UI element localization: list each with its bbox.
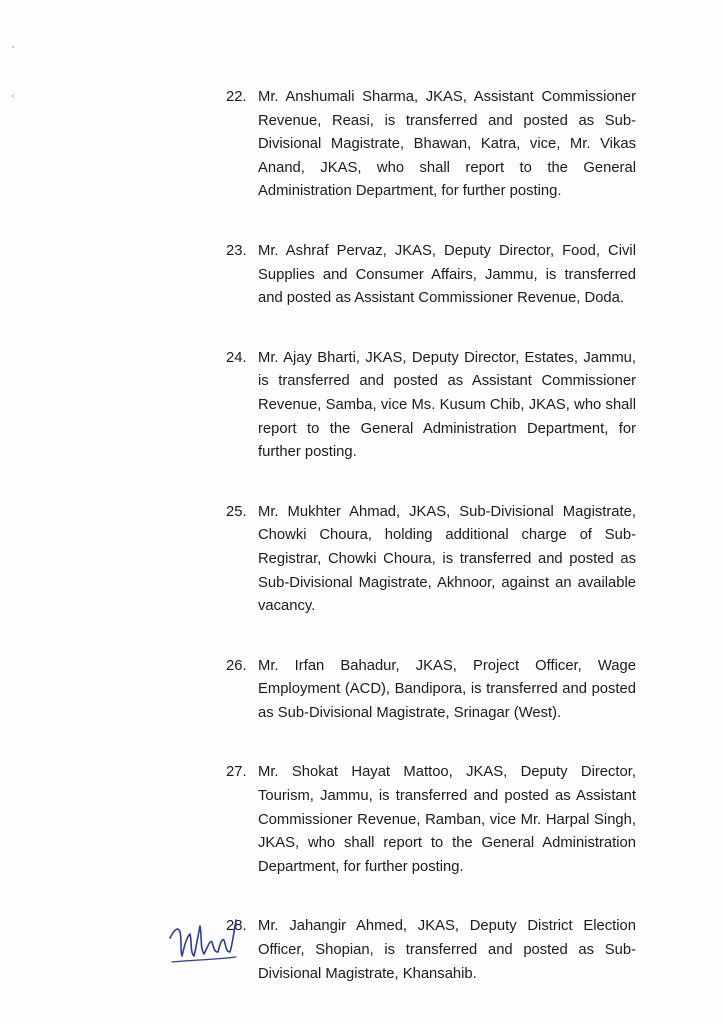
signature-stroke	[170, 920, 236, 956]
item-text: Mr. Irfan Bahadur, JKAS, Project Officer, Wage Employment (ACD), Bandipora, is transferred and posted as Sub-Divisional Magistrate, Srinagar (West).	[258, 657, 636, 721]
handwritten-signature	[166, 912, 242, 968]
item-number: 28.	[226, 918, 247, 935]
scan-artifact-mark	[12, 46, 14, 48]
item-number: 27.	[226, 764, 247, 781]
item-number: 26.	[226, 657, 247, 674]
item-number: 25.	[226, 503, 247, 520]
order-item	[226, 655, 636, 726]
item-text: Mr. Jahangir Ahmed, JKAS, Deputy District Election Officer, Shopian, is transferred and posted as Sub-Divisional Magistrate, Khansahib.	[258, 918, 636, 982]
item-text: Mr. Ajay Bharti, JKAS, Deputy Director, Estates, Jammu, is transferred and posted as Assistant Commissioner Revenue, Samba, vice Ms. Kusum Chib, JKAS, who shall report to the General Administration Department, for further posting.	[258, 349, 636, 461]
item-text: Mr. Anshumali Sharma, JKAS, Assistant Commissioner Revenue, Reasi, is transferred and posted as Sub-Divisional Magistrate, Bhawan, Katra, vice, Mr. Vikas Anand, JKAS, who shall report to the General Administration Department, for further posting.	[258, 89, 636, 200]
order-item	[226, 501, 636, 619]
order-item	[226, 86, 636, 204]
item-text: Mr. Shokat Hayat Mattoo, JKAS, Deputy Director, Tourism, Jammu, is transferred and posted as Assistant Commissioner Revenue, Ramban, vice Mr. Harpal Singh, JKAS, who shall report to the General Administration Department, for further posting.	[258, 764, 636, 875]
signature-underline	[172, 957, 236, 962]
item-text: Mr. Ashraf Pervaz, JKAS, Deputy Director, Food, Civil Supplies and Consumer Affairs, Jammu, is transferred and posted as Assistant Commissioner Revenue, Doda.	[258, 242, 636, 307]
item-text: Mr. Mukhter Ahmad, JKAS, Sub-Divisional Magistrate, Chowki Choura, holding additional charge of Sub-Registrar, Chowki Choura, is transferred and posted as Sub-Divisional Magistrate, Akhnoor, against an available vacancy.	[258, 503, 636, 615]
transfer-order-list	[226, 86, 636, 1022]
order-item	[226, 915, 636, 986]
item-number: 23.	[226, 242, 247, 259]
order-item	[226, 347, 636, 465]
order-item	[226, 761, 636, 879]
item-number: 24.	[226, 349, 247, 366]
order-item	[226, 240, 636, 311]
scan-artifact-mark	[12, 95, 14, 97]
item-number: 22.	[226, 89, 247, 105]
